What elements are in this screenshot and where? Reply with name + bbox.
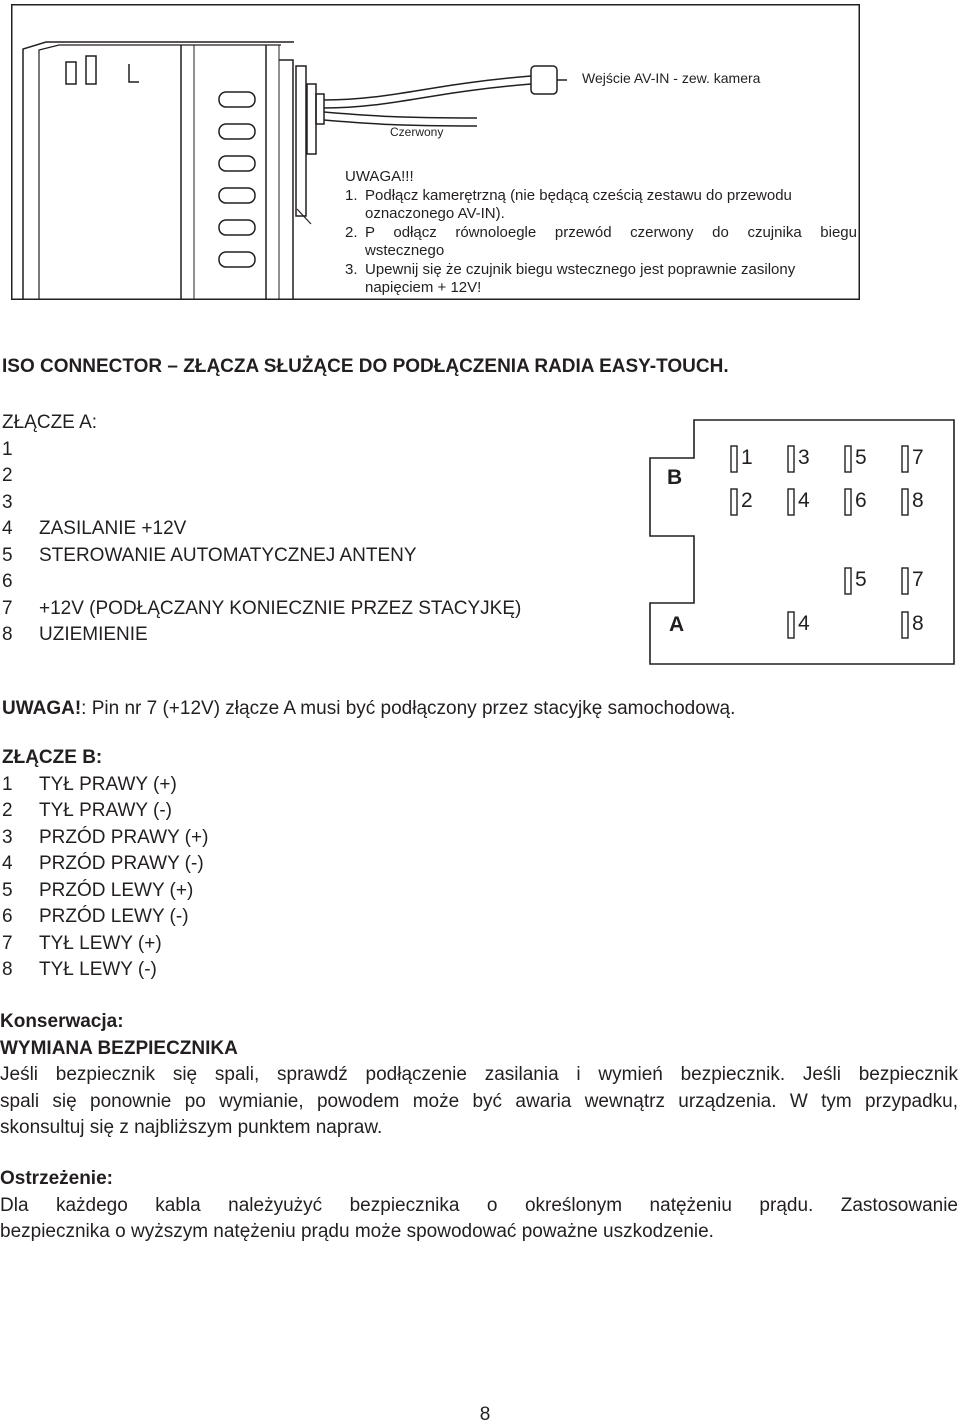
- pin-row: [2, 878, 208, 905]
- warning-item-line: oznaczonego AV-IN).: [365, 205, 505, 222]
- pin-number: 3: [2, 826, 13, 848]
- warning-item-line: Upewnij się że czujnik biegu wstecznego jest poprawnie zasilony: [365, 260, 796, 278]
- pin-label-a: 8: [912, 612, 924, 635]
- pin-number: 6: [2, 571, 13, 592]
- pin-number: 7: [2, 597, 13, 619]
- pin-label: PRZÓD LEWY (-): [39, 906, 189, 927]
- pin-number: 8: [2, 624, 13, 645]
- warning-item-line: P odłącz równoloegle przewód czerwony do czujnika biegu: [365, 223, 857, 241]
- pin7-note: [2, 696, 735, 723]
- page-number: 8: [479, 1404, 491, 1425]
- caution-section: [0, 1166, 958, 1246]
- pin-label-b: 6: [855, 489, 867, 512]
- connector-a-heading: ZŁĄCZE A:: [2, 412, 98, 433]
- red-wire-label: Czerwony: [390, 125, 444, 139]
- pin-label: +12V (PODŁĄCZANY KONIECZNIE PRZEZ STACYJKĘ): [39, 597, 522, 619]
- pin-row: [2, 516, 521, 543]
- iso-connector-diagram: [648, 418, 956, 668]
- pin-row: [2, 825, 208, 852]
- warning-item-number: 1.: [345, 186, 358, 204]
- warning-item-number: 3.: [345, 260, 358, 278]
- note-bold: UWAGA!: [2, 698, 82, 719]
- pin-row: [2, 957, 208, 984]
- pin-row: [2, 931, 208, 958]
- pin-number: 3: [2, 491, 13, 513]
- warning-item: [345, 187, 857, 224]
- pin-row: [2, 798, 208, 825]
- pin-label: PRZÓD PRAWY (+): [39, 826, 209, 848]
- connector-a-letter: A: [669, 613, 685, 636]
- pin-label-b: 5: [855, 446, 867, 469]
- pin-row: [2, 904, 208, 931]
- caution-line: Dla każdego kabla należyużyć bezpiecznika o określonym natężeniu prądu. Zastosowanie: [0, 1194, 958, 1216]
- pin-row: [2, 569, 521, 596]
- warning-item-line: Podłącz kamerętrzną (nie będącą cześcią zestawu do przewodu: [365, 186, 792, 204]
- pin-number: 7: [2, 932, 13, 954]
- connector-b-letter: B: [667, 466, 683, 489]
- pin-number: 4: [2, 518, 13, 539]
- warning-item: [345, 261, 857, 298]
- pin-number: 2: [2, 800, 13, 821]
- pin-number: 6: [2, 906, 13, 927]
- pin-label-a: 7: [912, 568, 924, 591]
- pin-label: TYŁ PRAWY (-): [39, 800, 173, 821]
- connector-b-heading: ZŁĄCZE B:: [2, 747, 103, 768]
- warning-item: [345, 224, 857, 261]
- pin-number: 4: [2, 853, 13, 874]
- pin-row: [2, 851, 208, 878]
- warning-item-line: napięciem + 12V!: [365, 279, 482, 296]
- pin-row: [2, 463, 521, 490]
- warning-item-number: 2.: [345, 223, 358, 241]
- maintenance-heading: Konserwacja:: [0, 1011, 124, 1032]
- pin-row: [2, 437, 521, 464]
- pin-label: TYŁ LEWY (-): [39, 959, 157, 980]
- pin-label: TYŁ PRAWY (+): [39, 773, 177, 795]
- maintenance-line: spali się ponownie po wymianie, powodem może być awaria wewnątrz urządzenia. W tym przypadku,: [0, 1090, 958, 1112]
- caution-heading: Ostrzeżenie:: [0, 1168, 113, 1189]
- connector-a-section: [2, 410, 521, 649]
- pin-number: 1: [2, 438, 13, 460]
- pin-label-b: 7: [912, 446, 924, 469]
- fuse-replacement-heading: WYMIANA BEZPIECZNIKA: [0, 1037, 238, 1059]
- pin-label: PRZÓD LEWY (+): [39, 879, 194, 901]
- warning-title: UWAGA!!!: [345, 168, 414, 185]
- installation-warning: [345, 168, 857, 298]
- pin-row: [2, 622, 521, 649]
- pin-label-b: 8: [912, 489, 924, 512]
- pin-number: 8: [2, 959, 13, 980]
- pin-label-b: 3: [798, 446, 810, 469]
- maintenance-section: [0, 1009, 958, 1142]
- pin-label: UZIEMIENIE: [39, 624, 148, 645]
- pin-number: 5: [2, 544, 13, 566]
- pin-label-b: 2: [741, 489, 753, 512]
- warning-item-line: wstecznego: [365, 242, 445, 259]
- note-text: : Pin nr 7 (+12V) złącze A musi być podłączony przez stacyjkę samochodową.: [81, 698, 736, 719]
- pin-label-a: 4: [798, 612, 810, 635]
- maintenance-line: Jeśli bezpiecznik się spali, sprawdź podłączenie zasilania i wymień bezpiecznik. Jeśli bezpiecznik: [0, 1064, 958, 1085]
- pin-label-a: 5: [855, 568, 867, 591]
- connector-b-section: [2, 745, 208, 984]
- pin-label: PRZÓD PRAWY (-): [39, 853, 204, 874]
- pin-label: STEROWANIE AUTOMATYCZNEJ ANTENY: [39, 544, 417, 566]
- pin-row: [2, 543, 521, 570]
- pin-label-b: 4: [798, 489, 810, 512]
- pin-row: [2, 772, 208, 799]
- maintenance-line: skonsultuj się z najbliższym punktem napraw.: [0, 1117, 383, 1138]
- pin-label: ZASILANIE +12V: [39, 518, 187, 539]
- pin-number: 1: [2, 773, 13, 795]
- pin-number: 5: [2, 879, 13, 901]
- iso-connector-heading: ISO CONNECTOR – ZŁĄCZA SŁUŻĄCE DO PODŁĄCZENIA RADIA EASY-TOUCH.: [2, 356, 729, 377]
- pin-label-b: 1: [741, 446, 753, 469]
- caution-line: bezpiecznika o wyższym natężeniu prądu może spowodować poważne uszkodzenie.: [0, 1221, 714, 1242]
- pin-number: 2: [2, 465, 13, 486]
- pin-row: [2, 596, 521, 623]
- pin-label: TYŁ LEWY (+): [39, 932, 162, 954]
- pin-row: [2, 490, 521, 517]
- av-in-label: Wejście AV-IN - zew. kamera: [582, 70, 761, 86]
